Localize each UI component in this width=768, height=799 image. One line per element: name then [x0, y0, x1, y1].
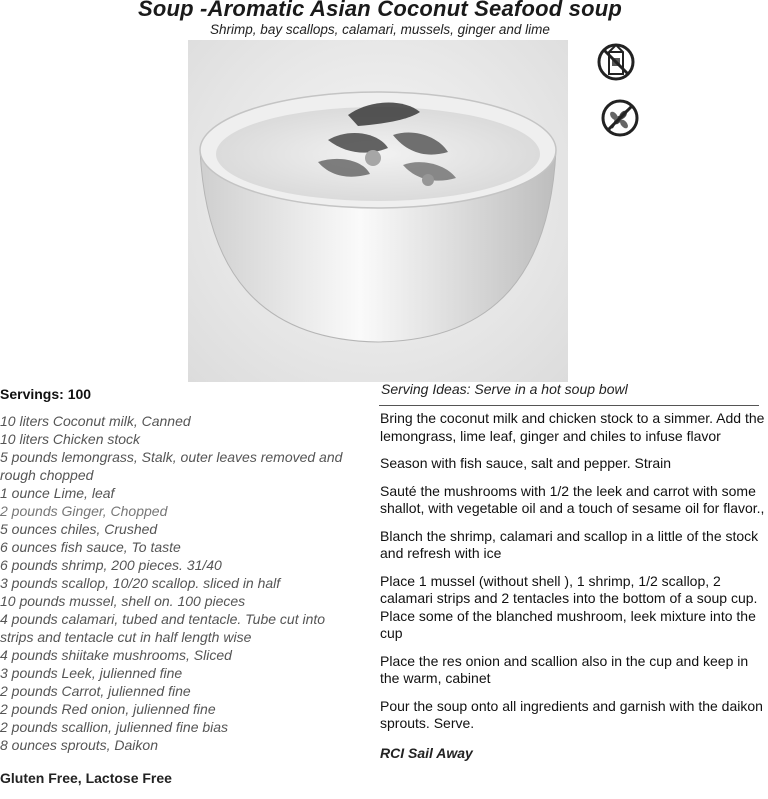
- instruction-step: Place 1 mussel (without shell ), 1 shrimp, 1/2 scallop, 2 calamari strips and 2 tentacles into the bottom of a soup cup. Place some of the blanched mushroom, leek mixture into the cup: [380, 572, 758, 641]
- ingredient-item: 2 pounds Carrot, julienned fine: [0, 683, 191, 699]
- ingredient-item: 3 pounds scallop, 10/20 scallop. sliced in half: [0, 575, 281, 591]
- ingredient-item: 5 ounces chiles, Crushed: [0, 521, 158, 537]
- ingredient-item: 4 pounds calamari, tubed and tentacle. Tube cut into strips and tentacle cut in half length wise: [0, 611, 326, 645]
- dietary-info: Gluten Free, Lactose Free: [0, 770, 172, 786]
- ingredient-item: 5 pounds lemongrass, Stalk, outer leaves removed and rough chopped: [0, 449, 343, 483]
- instruction-list: [380, 410, 765, 743]
- recipe-subtitle: Shrimp, bay scallops, calamari, mussels, ginger and lime: [210, 22, 550, 37]
- ingredient-item: 3 pounds Leek, julienned fine: [0, 665, 183, 681]
- serving-ideas: Serving Ideas: Serve in a hot soup bowl: [381, 381, 628, 397]
- soup-bowl-photo: [188, 40, 568, 382]
- ingredient-item: 2 pounds scallion, julienned fine bias: [0, 719, 229, 735]
- instruction-step: Bring the coconut milk and chicken stock to a simmer. Add the lemongrass, lime leaf, ginger and chiles to infuse flavor: [380, 410, 765, 444]
- ingredient-item: 4 pounds shiitake mushrooms, Sliced: [0, 647, 232, 663]
- ingredient-item: 6 ounces fish sauce, To taste: [0, 539, 181, 555]
- no-dairy-icon: [596, 38, 636, 87]
- instruction-step: Blanch the shrimp, calamari and scallop in a little of the stock and refresh with ice: [380, 527, 759, 561]
- instruction-step: Place the res onion and scallion also in the cup and keep in the warm, cabinet: [380, 652, 749, 686]
- instruction-step: Sauté the mushrooms with 1/2 the leek and carrot with some shallot, with vegetable oil and a touch of sesame oil for flavor.,: [380, 482, 765, 516]
- soup-bowl-illustration: [188, 40, 568, 382]
- ingredient-item: 2 pounds Ginger, Chopped: [0, 503, 168, 519]
- ingredient-item: 10 liters Coconut milk, Canned: [0, 413, 191, 429]
- no-gluten-icon: [600, 98, 640, 143]
- ingredient-item: 10 pounds mussel, shell on. 100 pieces: [0, 593, 246, 609]
- servings-label: Servings: 100: [0, 386, 92, 402]
- recipe-title: Soup -Aromatic Asian Coconut Seafood soup: [137, 0, 623, 21]
- divider-rule: [379, 405, 759, 406]
- instruction-step: Season with fish sauce, salt and pepper. Strain: [380, 455, 672, 471]
- ingredient-list: [0, 412, 345, 754]
- recipe-credit: RCI Sail Away: [380, 745, 473, 761]
- ingredient-item: 2 pounds Red onion, julienned fine: [0, 701, 216, 717]
- ingredient-item: 1 ounce Lime, leaf: [0, 485, 115, 501]
- ingredient-item: 10 liters Chicken stock: [0, 431, 141, 447]
- instruction-step: Pour the soup onto all ingredients and garnish with the daikon sprouts. Serve.: [380, 697, 763, 731]
- ingredient-item: 6 pounds shrimp, 200 pieces. 31/40: [0, 557, 222, 573]
- ingredient-item: 8 ounces sprouts, Daikon: [0, 737, 158, 753]
